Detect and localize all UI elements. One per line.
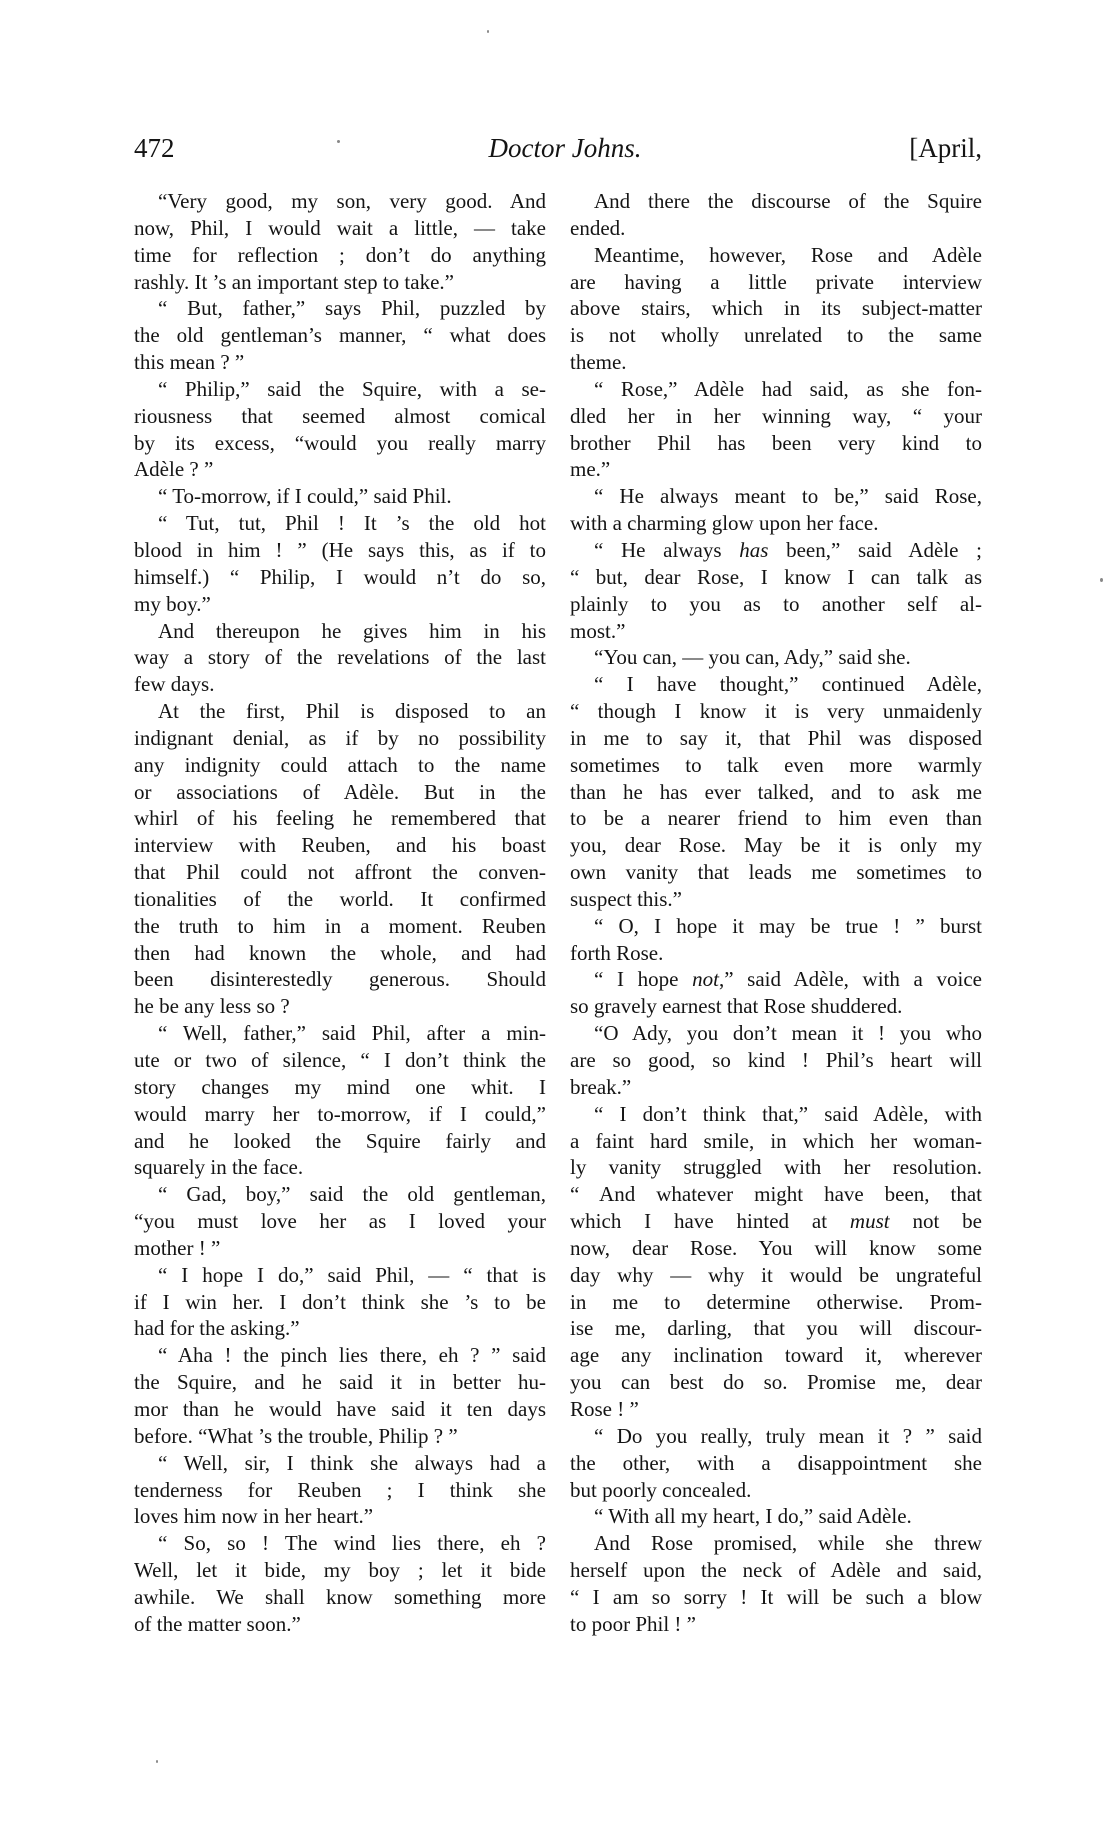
text-line: with a charming glow upon her face.	[570, 511, 879, 536]
paragraph	[570, 242, 982, 376]
text-line: “ I don’t think that,” said Adèle, with	[594, 1101, 982, 1126]
text-line: whirl of his feeling he remembered that	[134, 806, 546, 831]
paragraph	[570, 913, 982, 967]
text-line: most.”	[570, 618, 626, 643]
text-line	[570, 966, 982, 993]
text-line: And Rose promised, while she threw	[594, 1531, 982, 1556]
text-line: any indignity could attach to the name	[134, 752, 546, 777]
text-segment: ,” said Adèle, with a voice	[718, 967, 982, 992]
paragraph	[134, 618, 546, 699]
text-line: “ though I know it is very unmaidenly	[570, 699, 982, 724]
text-line: break.”	[570, 1074, 632, 1099]
text-line: Meantime, however, Rose and Adèle	[594, 242, 982, 267]
text-line: but poorly concealed.	[570, 1477, 752, 1502]
text-line: in me to determine otherwise. Prom-	[570, 1289, 982, 1314]
paragraph	[570, 1503, 982, 1530]
text-line: time for reflection ; don’t do anything	[134, 242, 546, 267]
text-line: squarely in the face.	[134, 1155, 304, 1180]
text-line: “ And whatever might have been, that	[570, 1182, 982, 1207]
paragraph	[570, 1423, 982, 1504]
paragraph	[570, 1101, 982, 1423]
text-line: plainly to you as to another self al-	[570, 591, 982, 616]
text-line: Well, let it bide, my boy ; let it bide	[134, 1558, 546, 1583]
text-line: “ Well, sir, I think she always had a	[158, 1450, 546, 1475]
text-line: are so good, so kind ! Phil’s heart will	[570, 1048, 982, 1072]
text-line: my boy.”	[134, 591, 211, 616]
text-line: you can best do so. Promise me, dear	[570, 1370, 982, 1395]
left-column	[134, 188, 546, 1638]
text-line: the other, with a disappointment she	[570, 1450, 982, 1475]
text-line: had for the asking.”	[134, 1316, 300, 1341]
text-line: ise me, darling, that you will discour-	[570, 1316, 982, 1341]
paragraph	[134, 1450, 546, 1531]
text-line: own vanity that leads me sometimes to	[570, 860, 982, 885]
text-line: riousness that seemed almost comical	[134, 403, 546, 428]
text-line: mother ! ”	[134, 1235, 221, 1260]
right-column	[570, 188, 982, 1638]
text-segment: been,” said Adèle ;	[768, 537, 983, 562]
text-line: ended.	[570, 215, 626, 240]
text-line: sometimes to talk even more warmly	[570, 752, 982, 777]
text-line: before. “What ’s the trouble, Philip ? ”	[134, 1423, 458, 1448]
text-line: few days.	[134, 672, 215, 697]
italic-text: not	[692, 967, 719, 992]
text-line: the old gentleman’s manner, “ what does	[134, 323, 546, 348]
text-line: ute or two of silence, “ I don’t think the	[134, 1048, 546, 1072]
text-line: and he looked the Squire fairly and	[134, 1128, 546, 1153]
text-line	[570, 1208, 982, 1235]
text-line: And there the discourse of the Squire	[594, 189, 982, 213]
text-line: “ Well, father,” said Phil, after a min-	[158, 1021, 546, 1046]
text-line: “You can, — you can, Ady,” said she.	[594, 645, 911, 670]
scan-speck	[156, 1760, 158, 1763]
text-line: “ I am so sorry ! It will be such a blow	[570, 1584, 982, 1609]
text-line: forth Rose.	[570, 940, 664, 965]
text-line: that Phil could not affront the conven-	[134, 860, 546, 885]
paragraph	[134, 1020, 546, 1181]
text-line: are having a little private interview	[570, 269, 982, 294]
paragraph	[134, 295, 546, 376]
text-line: story changes my mind one whit. I	[134, 1074, 546, 1099]
text-line: “O Ady, you don’t mean it ! you who	[594, 1021, 982, 1046]
text-line: “ With all my heart, I do,” said Adèle.	[594, 1504, 912, 1529]
paragraph	[570, 188, 982, 242]
text-line: way a story of the revelations of the last	[134, 645, 546, 670]
paragraph	[570, 376, 982, 483]
text-line: suspect this.”	[570, 886, 682, 911]
paragraph	[570, 1530, 982, 1637]
italic-text: has	[739, 537, 769, 562]
text-line: “ but, dear Rose, I know I can talk as	[570, 564, 982, 589]
text-line: “ Do you really, truly mean it ? ” said	[594, 1423, 982, 1448]
scan-speck	[1100, 578, 1103, 582]
text-line: “ He always meant to be,” said Rose,	[594, 484, 982, 509]
text-line: the Squire, and he said it in better hu-	[134, 1370, 546, 1395]
text-line: now, dear Rose. You will know some	[570, 1235, 982, 1260]
text-line: “ Philip,” said the Squire, with a se-	[158, 376, 546, 401]
text-line: At the first, Phil is disposed to an	[158, 699, 546, 724]
scan-speck	[487, 30, 489, 33]
text-line: “ Aha ! the pinch lies there, eh ? ” said	[158, 1343, 546, 1368]
text-line: to be a nearer friend to him even than	[570, 806, 982, 831]
text-line: indignant denial, as if by no possibility	[134, 725, 546, 750]
text-line: awhile. We shall know something more	[134, 1584, 546, 1609]
text-line: herself upon the neck of Adèle and said,	[570, 1558, 982, 1583]
text-line: theme.	[570, 350, 627, 375]
text-line: day why — why it would be ungrateful	[570, 1262, 982, 1287]
paragraph	[134, 188, 546, 295]
text-segment: “ I hope	[594, 967, 693, 992]
text-line: mor than he would have said it ten days	[134, 1396, 546, 1421]
text-segment: which I have hinted at	[570, 1209, 850, 1234]
paragraph	[570, 537, 982, 644]
paragraph	[134, 698, 546, 1020]
text-line: blood in him ! ” (He says this, as if to	[134, 537, 546, 562]
text-line: now, Phil, I would wait a little, — take	[134, 215, 546, 240]
text-line	[570, 537, 982, 564]
text-line: “ I hope I do,” said Phil, — “ that is	[158, 1262, 546, 1287]
text-line: then had known the whole, and had	[134, 940, 546, 965]
paragraph	[134, 510, 546, 617]
text-line: “ So, so ! The wind lies there, eh ?	[158, 1531, 546, 1556]
text-line: the truth to him in a moment. Reuben	[134, 913, 546, 938]
running-date: [April,	[909, 133, 982, 163]
text-line: this mean ? ”	[134, 350, 245, 375]
text-line: in me to say it, that Phil was disposed	[570, 725, 982, 750]
text-line: a faint hard smile, in which her woman-	[570, 1128, 982, 1153]
text-line: rashly. It ’s an important step to take.”	[134, 269, 454, 294]
text-line: by its excess, “would you really marry	[134, 430, 546, 455]
paragraph	[134, 1530, 546, 1637]
text-line: “ Rose,” Adèle had said, as she fon-	[594, 376, 982, 401]
text-line: “ Tut, tut, Phil ! It ’s the old hot	[158, 511, 546, 536]
paragraph	[570, 483, 982, 537]
paragraph	[570, 644, 982, 671]
page-number: 472	[134, 133, 175, 163]
text-line: “you must love her as I loved your	[134, 1209, 546, 1234]
text-line: Rose ! ”	[570, 1396, 639, 1421]
text-line: himself.) “ Philip, I would n’t do so,	[134, 564, 546, 589]
text-line: dled her in her winning way, “ your	[570, 403, 982, 428]
text-line: is not wholly unrelated to the same	[570, 323, 982, 348]
paragraph	[134, 1262, 546, 1343]
text-segment: not be	[889, 1209, 982, 1234]
text-line: so gravely earnest that Rose shuddered.	[570, 994, 903, 1019]
text-line: And thereupon he gives him in his	[158, 618, 546, 643]
text-line: “ Gad, boy,” said the old gentleman,	[158, 1182, 546, 1207]
running-title: Doctor Johns.	[488, 133, 642, 163]
text-line: tenderness for Reuben ; I think she	[134, 1477, 546, 1502]
text-line: of the matter soon.”	[134, 1611, 301, 1636]
paragraph	[134, 376, 546, 483]
text-line: “ To-morrow, if I could,” said Phil.	[158, 484, 452, 509]
text-line: interview with Reuben, and his boast	[134, 833, 546, 858]
italic-text: must	[849, 1209, 890, 1234]
paragraph	[134, 483, 546, 510]
paragraph	[570, 966, 982, 1020]
text-line: me.”	[570, 457, 611, 482]
text-line: he be any less so ?	[134, 994, 290, 1019]
text-line: if I win her. I don’t think she ’s to be	[134, 1289, 546, 1314]
text-line: you, dear Rose. May be it is only my	[570, 833, 982, 858]
text-line: brother Phil has been very kind to	[570, 430, 982, 455]
paragraph	[134, 1342, 546, 1449]
text-line: “Very good, my son, very good. And	[158, 189, 546, 213]
text-line: or associations of Adèle. But in the	[134, 779, 546, 804]
paragraph	[570, 671, 982, 913]
text-line: age any inclination toward it, wherever	[570, 1343, 982, 1368]
paragraph	[134, 1181, 546, 1262]
paragraph	[570, 1020, 982, 1101]
text-line: than he has ever talked, and to ask me	[570, 779, 982, 804]
scan-speck	[337, 140, 340, 143]
text-segment: “ He always	[594, 537, 740, 562]
text-line: Adèle ? ”	[134, 457, 214, 482]
text-line: would marry her to-morrow, if I could,”	[134, 1101, 546, 1126]
text-line: loves him now in her heart.”	[134, 1504, 374, 1529]
text-line: above stairs, which in its subject-matter	[570, 296, 982, 321]
text-line: “ But, father,” says Phil, puzzled by	[158, 296, 546, 321]
text-line: tionalities of the world. It confirmed	[134, 886, 546, 911]
text-line: been disinterestedly generous. Should	[134, 967, 546, 992]
text-line: “ I have thought,” continued Adèle,	[594, 672, 982, 697]
text-line: “ O, I hope it may be true ! ” burst	[594, 913, 982, 938]
text-line: to poor Phil ! ”	[570, 1611, 696, 1636]
text-line: ly vanity struggled with her resolution.	[570, 1155, 982, 1180]
